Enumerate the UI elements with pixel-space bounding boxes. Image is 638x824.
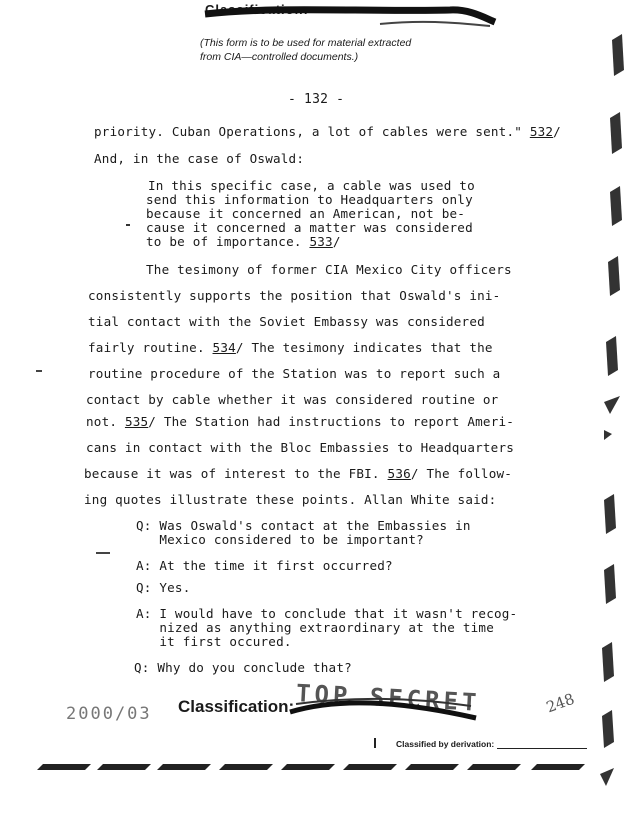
para-line-2: consistently supports the position that Oswald's ini- xyxy=(88,288,501,303)
footnote-535: 535 xyxy=(124,414,149,429)
para-line-7: not. 535/ The Station had instructions to report Ameri- xyxy=(86,414,515,429)
para-line-8: cans in contact with the Bloc Embassies to Headquarters xyxy=(86,440,515,455)
footnote-536: 536 xyxy=(387,466,411,481)
block-quote-1: In this specific case, a cable was used to xyxy=(148,178,475,193)
qa-a2-line-1: A: I would have to conclude that it wasn't recog- xyxy=(136,606,518,621)
qa-q1-line-1: Q: Was Oswald's contact at the Embassies in xyxy=(136,518,471,533)
footnote-534: 534 xyxy=(212,340,236,355)
para-line-5: routine procedure of the Station was to report such a xyxy=(88,366,501,381)
handwritten-page-ref: 248 xyxy=(543,689,577,717)
document-id: 2000/03 xyxy=(66,704,152,724)
block-quote-4: cause it concerned a matter was considered xyxy=(146,220,473,235)
qa-a1: A: At the time it first occurred? xyxy=(136,558,393,573)
para-line-6: contact by cable whether it was considered routine or xyxy=(86,392,499,407)
body-line-1: priority. Cuban Operations, a lot of cables were sent." 532/ xyxy=(94,124,561,139)
qa-q1-line-2: Mexico considered to be important? xyxy=(136,532,424,547)
footnote-533: 533 xyxy=(309,234,333,249)
para-line-1: The tesimony of former CIA Mexico City officers xyxy=(146,262,512,277)
qa-a2-line-2: nized as anything extraordinary at the time xyxy=(136,620,494,635)
para-line-9: because it was of interest to the FBI. 536/ The follow- xyxy=(84,466,513,481)
qa-q2: Q: Yes. xyxy=(136,580,191,595)
para-line-3: tial contact with the Soviet Embassy was considered xyxy=(88,314,485,329)
qa-a2-line-3: it first occured. xyxy=(136,634,292,649)
qa-q3: Q: Why do you conclude that? xyxy=(134,660,352,675)
top-secret-stamp: TOP SECRET xyxy=(295,679,482,717)
footnote-532: 532 xyxy=(529,124,554,139)
block-quote-2: send this information to Headquarters only xyxy=(146,192,473,207)
para-line-10: ing quotes illustrate these points. Allan White said: xyxy=(84,492,497,507)
block-quote-5: to be of importance. 533/ xyxy=(146,234,341,249)
body-line-2: And, in the case of Oswald: xyxy=(94,151,305,166)
block-quote-3: because it concerned an American, not be- xyxy=(146,206,466,221)
form-note-line-2: from CIA—controlled documents.) xyxy=(200,51,359,63)
page-number: - 132 - xyxy=(288,92,345,107)
para-line-4: fairly routine. 534/ The tesimony indicates that the xyxy=(88,340,493,355)
classification-header: Classification: xyxy=(205,2,309,17)
form-note-line-1: (This form is to be used for material extracted xyxy=(200,37,412,49)
classification-footer-label: Classification: xyxy=(178,697,295,716)
classified-by-label: Classified by derivation: xyxy=(396,739,587,749)
